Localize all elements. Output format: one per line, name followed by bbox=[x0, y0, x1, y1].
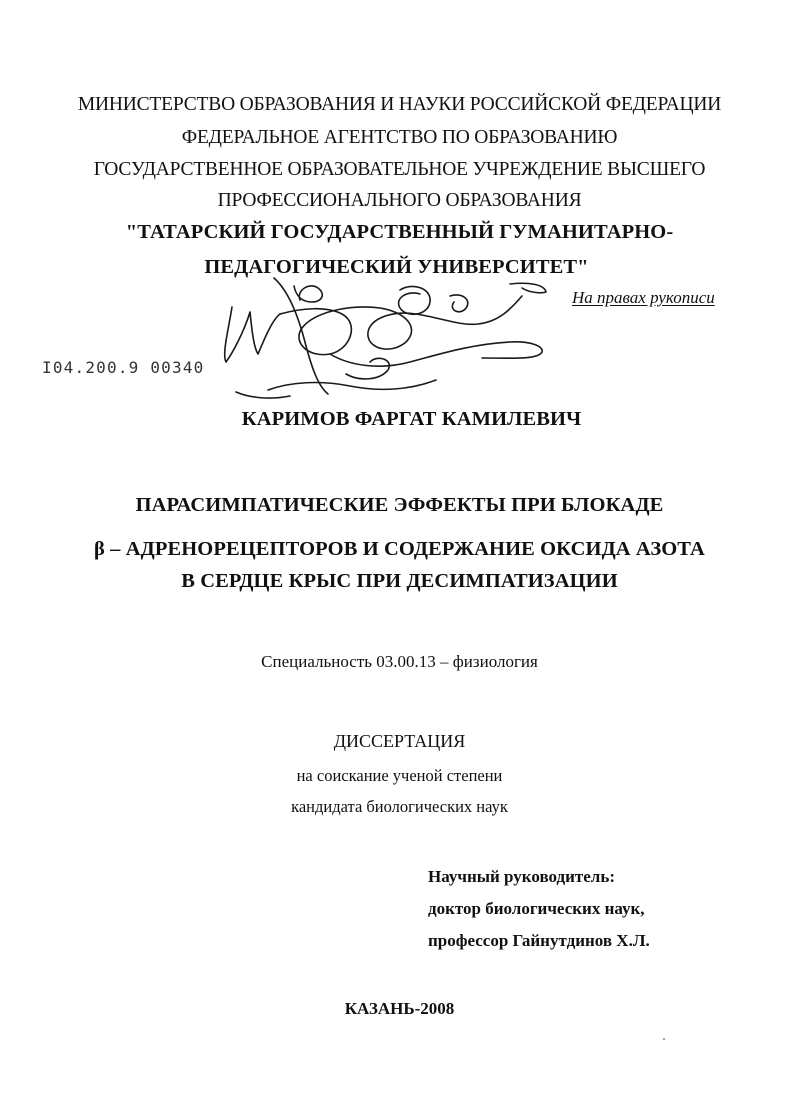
specialty-line: Специальность 03.00.13 – физиология bbox=[261, 652, 538, 671]
manuscript-rights-note: На правах рукописи bbox=[572, 288, 715, 307]
supervisor-name: профессор Гайнутдинов Х.Л. bbox=[428, 931, 650, 950]
institution-line-2: ПРОФЕССИОНАЛЬНОГО ОБРАЗОВАНИЯ bbox=[217, 190, 582, 211]
scan-speck bbox=[663, 1038, 665, 1040]
degree-purpose-line: на соискание ученой степени bbox=[296, 766, 503, 785]
dissertation-title-line-3: В СЕРДЦЕ КРЫС ПРИ ДЕСИМПАТИЗАЦИИ bbox=[181, 570, 618, 592]
supervisor-degree: доктор биологических наук, bbox=[428, 899, 645, 918]
supervisor-label: Научный руководитель: bbox=[428, 867, 615, 886]
university-line-2: ПЕДАГОГИЧЕСКИЙ УНИВЕРСИТЕТ" bbox=[204, 256, 589, 278]
author-name: КАРИМОВ ФАРГАТ КАМИЛЕВИЧ bbox=[241, 408, 582, 430]
city-year: КАЗАНЬ-2008 bbox=[344, 999, 455, 1018]
dissertation-title-line-2: β – АДРЕНОРЕЦЕПТОРОВ И СОДЕРЖАНИЕ ОКСИДА АЗОТА bbox=[94, 538, 705, 560]
degree-name-line: кандидата биологических наук bbox=[291, 797, 508, 816]
dissertation-label: ДИССЕРТАЦИЯ bbox=[333, 731, 466, 751]
handwritten-signature bbox=[210, 262, 570, 422]
institution-line-1: ГОСУДАРСТВЕННОЕ ОБРАЗОВАТЕЛЬНОЕ УЧРЕЖДЕНИЕ ВЫСШЕГО bbox=[93, 159, 706, 180]
ministry-line: МИНИСТЕРСТВО ОБРАЗОВАНИЯ И НАУКИ РОССИЙСКОЙ ФЕДЕРАЦИИ bbox=[77, 94, 722, 115]
dissertation-title-line-1: ПАРАСИМПАТИЧЕСКИЕ ЭФФЕКТЫ ПРИ БЛОКАДЕ bbox=[135, 494, 664, 516]
registration-stamp-number: I04.200.9 00340 bbox=[42, 358, 205, 377]
agency-line: ФЕДЕРАЛЬНОЕ АГЕНТСТВО ПО ОБРАЗОВАНИЮ bbox=[181, 127, 618, 148]
university-line-1: "ТАТАРСКИЙ ГОСУДАРСТВЕННЫЙ ГУМАНИТАРНО- bbox=[125, 221, 674, 243]
